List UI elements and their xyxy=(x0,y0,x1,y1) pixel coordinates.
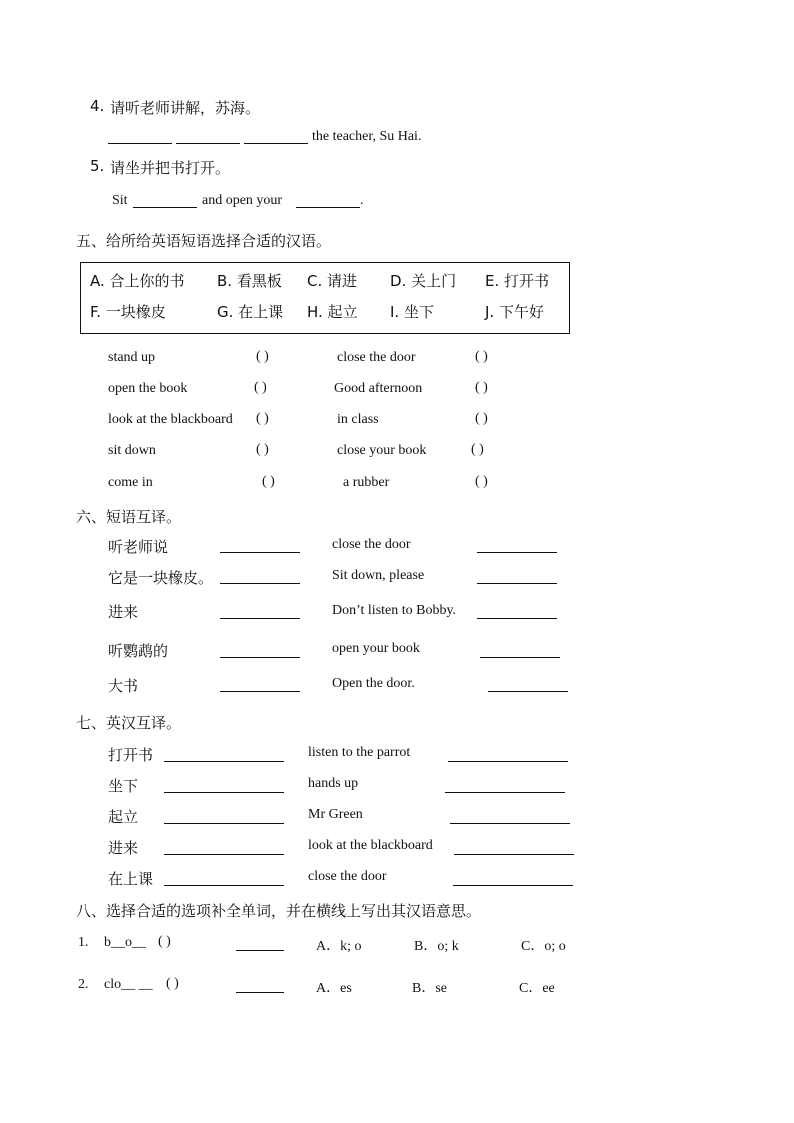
phrase-english: listen to the parrot xyxy=(308,745,411,760)
option-item: H. 起立 xyxy=(307,303,358,321)
answer-paren[interactable]: ( ) xyxy=(475,380,488,395)
answer-blank[interactable] xyxy=(220,657,300,658)
phrase-right: in class xyxy=(337,412,379,427)
answer-blank[interactable] xyxy=(108,143,172,144)
phrase-left: open the book xyxy=(108,381,188,396)
section-7-title: 七、英汉互译。 xyxy=(76,714,182,732)
answer-blank[interactable] xyxy=(453,885,573,886)
answer-blank[interactable] xyxy=(477,552,557,553)
answer-paren[interactable]: ( ) xyxy=(254,380,267,395)
phrase-english: close the door xyxy=(308,869,387,884)
answer-blank[interactable] xyxy=(220,583,300,584)
phrase-chinese: 听老师说 xyxy=(108,538,169,556)
answer-blank[interactable] xyxy=(236,950,284,951)
phrase-left: sit down xyxy=(108,443,156,458)
answer-blank[interactable] xyxy=(164,823,284,824)
phrase-left: look at the blackboard xyxy=(108,412,233,427)
phrase-english: Don’t listen to Bobby. xyxy=(332,603,457,618)
item-4-chinese: 请听老师讲解，苏海。 xyxy=(110,99,261,117)
answer-paren[interactable]: ( ) xyxy=(262,474,275,489)
item-5-english-c: . xyxy=(360,193,364,208)
answer-blank[interactable] xyxy=(296,207,360,208)
option-item: J. 下午好 xyxy=(485,303,544,321)
phrase-left: come in xyxy=(108,475,153,490)
phrase-right: close your book xyxy=(337,443,427,458)
choice-a[interactable]: A．k; o xyxy=(316,939,362,954)
choice-b[interactable]: B．se xyxy=(412,981,447,996)
answer-paren[interactable]: ( ) xyxy=(475,349,488,364)
phrase-english: close the door xyxy=(332,537,411,552)
phrase-chinese: 坐下 xyxy=(108,777,139,795)
answer-blank[interactable] xyxy=(448,761,568,762)
option-item: E. 打开书 xyxy=(485,272,550,290)
answer-blank[interactable] xyxy=(488,691,568,692)
phrase-english: Mr Green xyxy=(308,807,363,822)
answer-paren[interactable]: ( ) xyxy=(166,976,179,991)
item-4-english: the teacher, Su Hai. xyxy=(312,129,422,144)
answer-blank[interactable] xyxy=(477,618,557,619)
option-item: G. 在上课 xyxy=(217,303,284,321)
phrase-english: Sit down, please xyxy=(332,568,425,583)
option-item: C. 请进 xyxy=(307,272,358,290)
phrase-chinese: 打开书 xyxy=(108,746,154,764)
answer-blank[interactable] xyxy=(236,992,284,993)
phrase-chinese: 进来 xyxy=(108,839,139,857)
answer-blank[interactable] xyxy=(164,854,284,855)
answer-blank[interactable] xyxy=(450,823,570,824)
answer-paren[interactable]: ( ) xyxy=(475,411,488,426)
answer-blank[interactable] xyxy=(220,618,300,619)
answer-paren[interactable]: ( ) xyxy=(475,474,488,489)
answer-blank[interactable] xyxy=(445,792,565,793)
choice-c[interactable]: C．ee xyxy=(519,981,555,996)
item-5-english-a: Sit xyxy=(112,193,128,208)
question-word: b__o__ xyxy=(104,935,146,950)
question-word: clo__ __ xyxy=(104,977,153,992)
phrase-right: Good afternoon xyxy=(334,381,423,396)
choice-b[interactable]: B．o; k xyxy=(414,939,459,954)
answer-blank[interactable] xyxy=(164,761,284,762)
answer-paren[interactable]: ( ) xyxy=(256,411,269,426)
answer-blank[interactable] xyxy=(220,552,300,553)
phrase-english: Open the door. xyxy=(332,676,415,691)
phrase-left: stand up xyxy=(108,350,156,365)
phrase-chinese: 进来 xyxy=(108,603,139,621)
item-5-english-b: and open your xyxy=(202,193,283,208)
phrase-english: open your book xyxy=(332,641,420,656)
section-5-title: 五、给所给英语短语选择合适的汉语。 xyxy=(76,232,332,250)
answer-blank[interactable] xyxy=(244,143,308,144)
option-item: B. 看黑板 xyxy=(217,272,282,290)
phrase-chinese: 大书 xyxy=(108,677,139,695)
answer-blank[interactable] xyxy=(480,657,560,658)
answer-blank[interactable] xyxy=(164,792,284,793)
phrase-chinese: 起立 xyxy=(108,808,139,826)
phrase-chinese: 听鹦鹉的 xyxy=(108,642,169,660)
phrase-english: look at the blackboard xyxy=(308,838,433,853)
option-item: D. 关上门 xyxy=(390,272,457,290)
choice-c[interactable]: C．o; o xyxy=(521,939,566,954)
answer-blank[interactable] xyxy=(454,854,574,855)
item-5-chinese: 请坐并把书打开。 xyxy=(110,159,231,177)
question-number: 2. xyxy=(78,977,89,992)
option-item: I. 坐下 xyxy=(390,303,434,321)
item-5-number: 5. xyxy=(90,157,105,175)
answer-blank[interactable] xyxy=(220,691,300,692)
option-item: A. 合上你的书 xyxy=(90,272,185,290)
question-number: 1. xyxy=(78,935,89,950)
section-8-title: 八、选择合适的选项补全单词，并在横线上写出其汉语意思。 xyxy=(76,902,482,920)
answer-paren[interactable]: ( ) xyxy=(256,442,269,457)
phrase-chinese: 它是一块橡皮。 xyxy=(108,569,214,587)
answer-paren[interactable]: ( ) xyxy=(158,934,171,949)
phrase-right: close the door xyxy=(337,350,416,365)
answer-blank[interactable] xyxy=(164,885,284,886)
choice-a[interactable]: A．es xyxy=(316,981,352,996)
answer-blank[interactable] xyxy=(176,143,240,144)
answer-paren[interactable]: ( ) xyxy=(256,349,269,364)
answer-blank[interactable] xyxy=(133,207,197,208)
phrase-chinese: 在上课 xyxy=(108,870,154,888)
answer-paren[interactable]: ( ) xyxy=(471,442,484,457)
answer-blank[interactable] xyxy=(477,583,557,584)
option-item: F. 一块橡皮 xyxy=(90,303,166,321)
phrase-right: a rubber xyxy=(343,475,390,490)
item-4-number: 4. xyxy=(90,97,105,115)
phrase-english: hands up xyxy=(308,776,359,791)
section-6-title: 六、短语互译。 xyxy=(76,508,182,526)
